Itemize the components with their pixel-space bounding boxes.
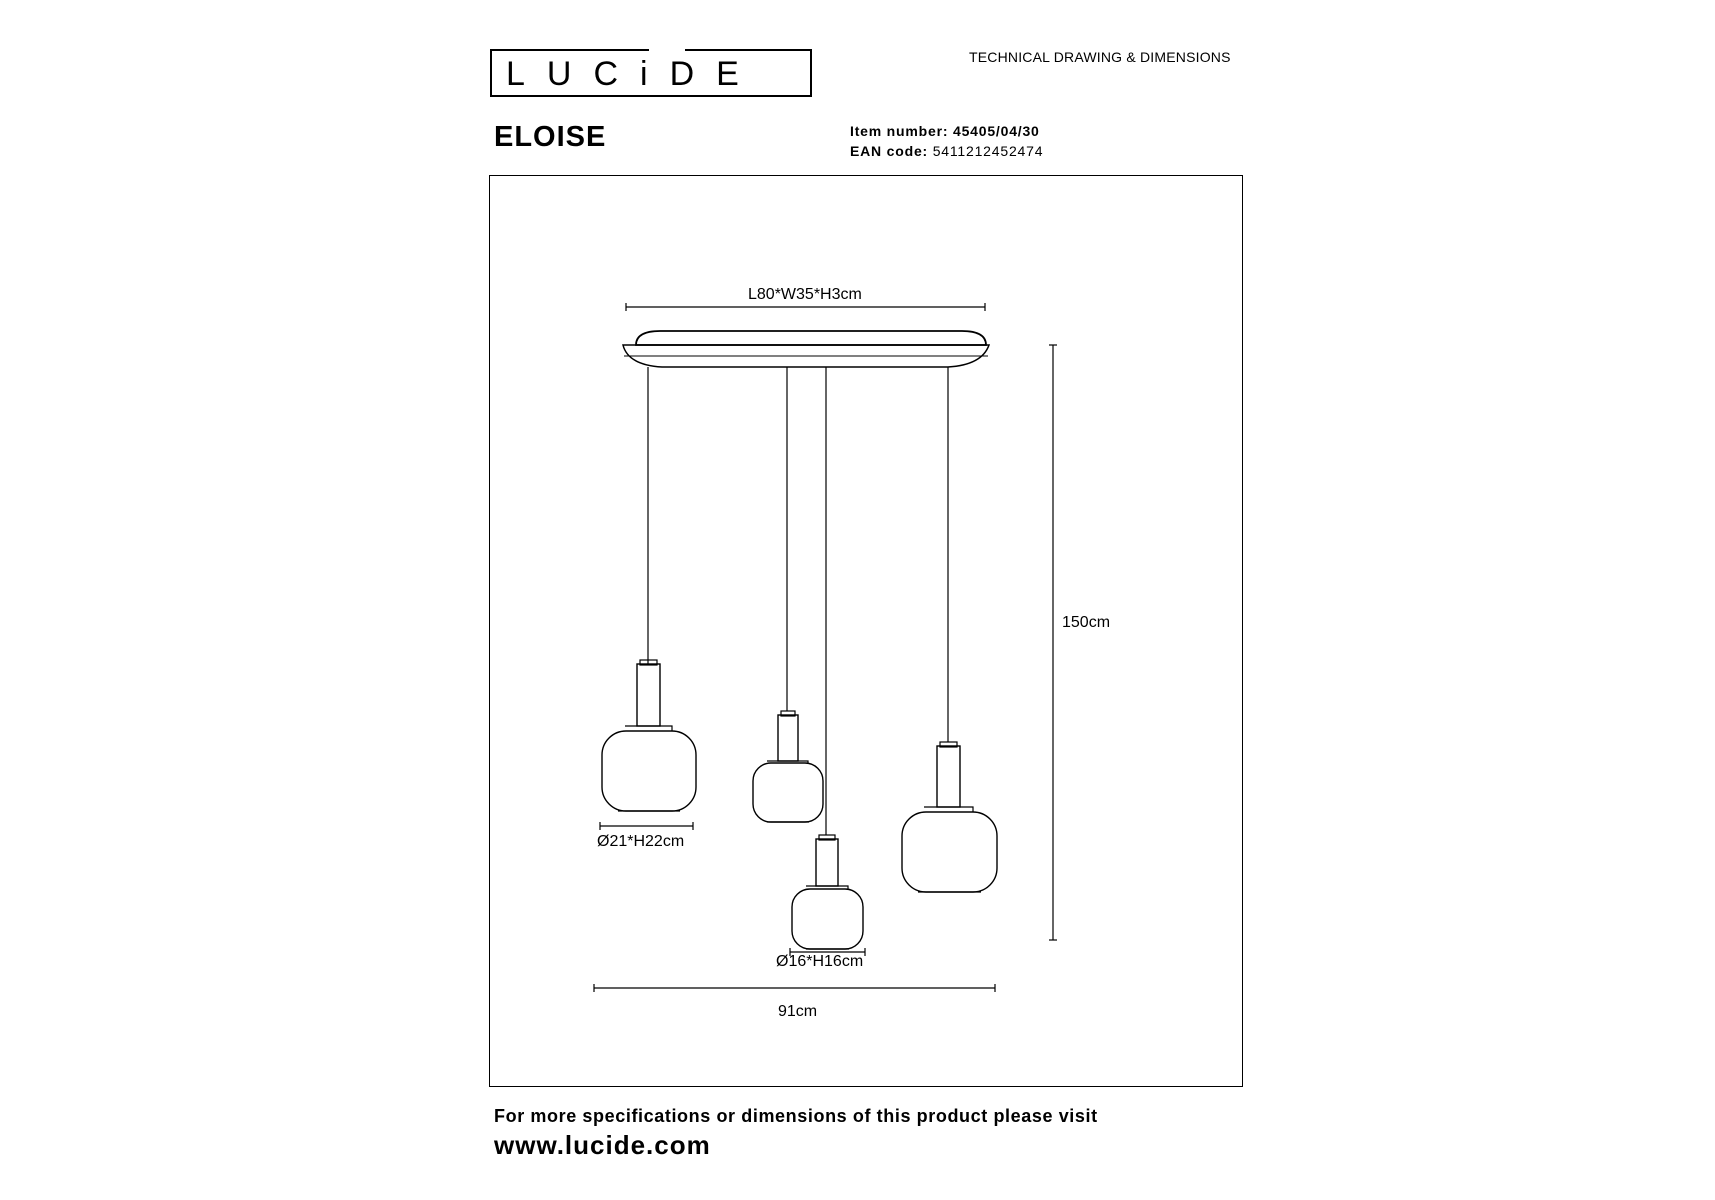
pendant-small-bottom [792, 835, 863, 949]
product-name: ELOISE [494, 121, 607, 153]
large-shade-dimension-label: Ø21*H22cm [597, 833, 685, 850]
width-dimension-label: 91cm [778, 1003, 818, 1020]
pendant-large-left [602, 660, 696, 811]
section-title: TECHNICAL DRAWING & DIMENSIONS [969, 49, 1231, 65]
height-dimension-label: 150cm [1062, 614, 1111, 631]
canopy-dimension-label: L80*W35*H3cm [748, 286, 862, 303]
website-link[interactable]: www.lucide.com [494, 1130, 711, 1160]
pendant-small-top [753, 711, 823, 822]
item-number-value: 45405/04/30 [952, 123, 1040, 139]
footer-info-text: For more specifications or dimensions of this product please visit [494, 1106, 1098, 1126]
small-shade-dimension-label: Ø16*H16cm [776, 953, 864, 970]
ean-value: 5411212452474 [932, 143, 1044, 159]
pendant-large-right [902, 742, 997, 892]
canopy [623, 331, 989, 367]
item-number-label: Item number: [850, 123, 949, 139]
ean-label: EAN code: [850, 143, 928, 159]
logo-text: LUCiDE [506, 55, 761, 93]
